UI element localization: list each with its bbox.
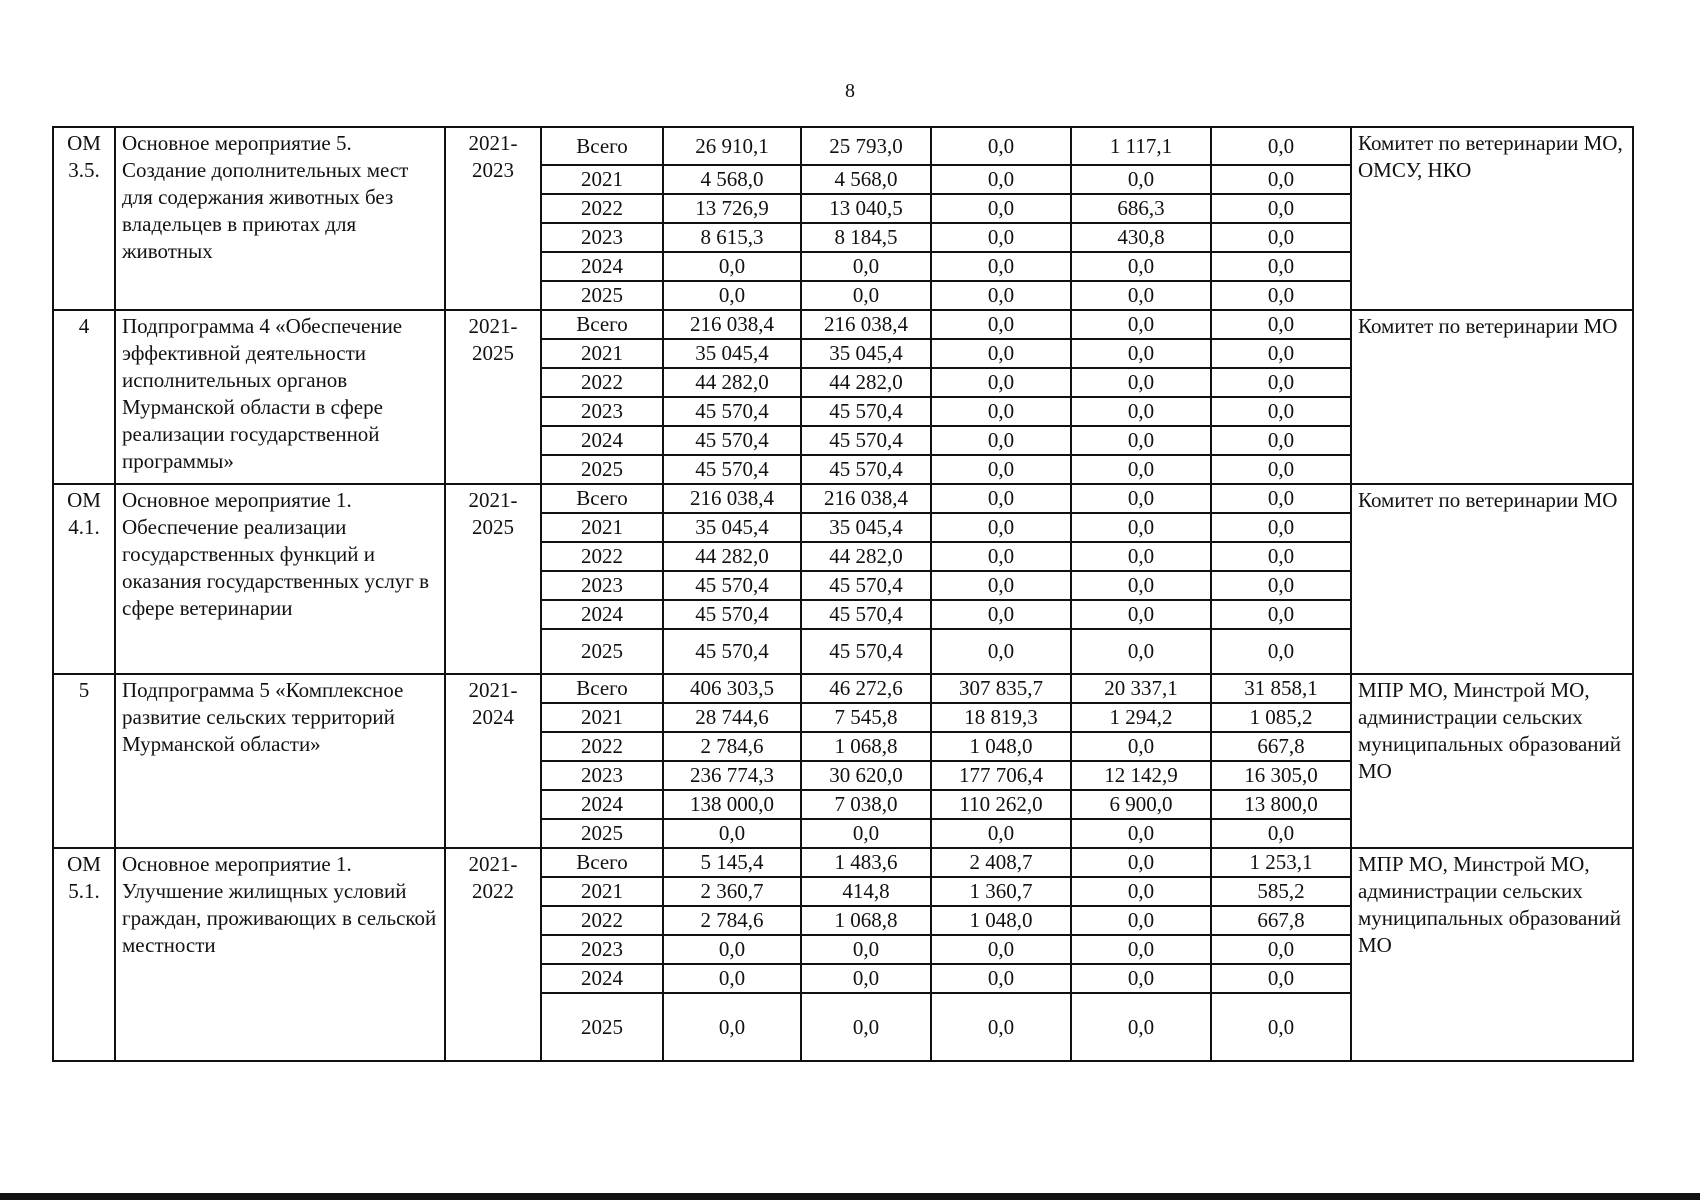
funding-value-cell: 8 615,3 — [663, 223, 801, 252]
table-row — [53, 674, 1633, 703]
funding-value-cell: 0,0 — [931, 542, 1071, 571]
year-cell: 2023 — [541, 571, 663, 600]
funding-value-cell: 0,0 — [1071, 484, 1211, 513]
funding-value-cell: 0,0 — [931, 165, 1071, 194]
funding-value-cell: 45 570,4 — [801, 397, 931, 426]
funding-value-cell: 0,0 — [1071, 964, 1211, 993]
funding-value-cell: 5 145,4 — [663, 848, 801, 877]
funding-value-cell: 1 085,2 — [1211, 703, 1351, 732]
funding-value-cell: 1 068,8 — [801, 906, 931, 935]
year-cell: 2022 — [541, 732, 663, 761]
year-cell: 2022 — [541, 906, 663, 935]
funding-value-cell: 0,0 — [931, 368, 1071, 397]
funding-value-cell: 414,8 — [801, 877, 931, 906]
year-cell: 2022 — [541, 542, 663, 571]
funding-value-cell: 0,0 — [801, 819, 931, 848]
funding-value-cell: 0,0 — [931, 127, 1071, 165]
funding-value-cell: 0,0 — [801, 281, 931, 310]
funding-value-cell: 0,0 — [931, 397, 1071, 426]
funding-value-cell: 0,0 — [1211, 455, 1351, 484]
table-row — [53, 848, 1633, 877]
year-cell: Всего — [541, 310, 663, 339]
funding-value-cell: 0,0 — [1071, 906, 1211, 935]
funding-value-cell: 1 253,1 — [1211, 848, 1351, 877]
funding-value-cell: 177 706,4 — [931, 761, 1071, 790]
funding-value-cell: 20 337,1 — [1071, 674, 1211, 703]
funding-value-cell: 0,0 — [1211, 310, 1351, 339]
funding-value-cell: 0,0 — [931, 281, 1071, 310]
section-name: Основное мероприятие 5. Создание дополнительных мест для содержания животных без владельцев в приютах для животных — [115, 127, 445, 310]
funding-value-cell: 25 793,0 — [801, 127, 931, 165]
funding-value-cell: 0,0 — [1071, 877, 1211, 906]
funding-value-cell: 0,0 — [931, 426, 1071, 455]
year-cell: 2024 — [541, 600, 663, 629]
funding-value-cell: 45 570,4 — [801, 571, 931, 600]
funding-value-cell: 0,0 — [1211, 194, 1351, 223]
funding-value-cell: 35 045,4 — [801, 513, 931, 542]
funding-value-cell: 0,0 — [931, 223, 1071, 252]
funding-value-cell: 0,0 — [931, 629, 1071, 674]
year-cell: 2025 — [541, 819, 663, 848]
funding-value-cell: 0,0 — [1211, 165, 1351, 194]
funding-value-cell: 44 282,0 — [801, 542, 931, 571]
funding-value-cell: 0,0 — [931, 993, 1071, 1061]
year-cell: 2024 — [541, 252, 663, 281]
funding-value-cell: 1 068,8 — [801, 732, 931, 761]
funding-value-cell: 406 303,5 — [663, 674, 801, 703]
funding-value-cell: 18 819,3 — [931, 703, 1071, 732]
funding-value-cell: 8 184,5 — [801, 223, 931, 252]
year-cell: Всего — [541, 484, 663, 513]
funding-value-cell: 7 545,8 — [801, 703, 931, 732]
year-cell: 2023 — [541, 761, 663, 790]
funding-value-cell: 0,0 — [1211, 368, 1351, 397]
table-body — [53, 127, 1633, 1061]
funding-value-cell: 16 305,0 — [1211, 761, 1351, 790]
funding-value-cell: 0,0 — [931, 484, 1071, 513]
funding-value-cell: 0,0 — [931, 600, 1071, 629]
funding-value-cell: 307 835,7 — [931, 674, 1071, 703]
section-code: ОМ 3.5. — [53, 127, 115, 310]
funding-value-cell: 0,0 — [1211, 426, 1351, 455]
funding-value-cell: 0,0 — [1211, 629, 1351, 674]
funding-value-cell: 0,0 — [1071, 281, 1211, 310]
section-code: ОМ 4.1. — [53, 484, 115, 674]
year-cell: 2023 — [541, 397, 663, 426]
funding-value-cell: 0,0 — [1211, 252, 1351, 281]
funding-value-cell: 216 038,4 — [663, 484, 801, 513]
funding-value-cell: 1 048,0 — [931, 906, 1071, 935]
funding-value-cell: 0,0 — [1071, 397, 1211, 426]
funding-value-cell: 12 142,9 — [1071, 761, 1211, 790]
year-cell: 2021 — [541, 703, 663, 732]
funding-value-cell: 45 570,4 — [663, 600, 801, 629]
funding-value-cell: 0,0 — [1211, 339, 1351, 368]
funding-value-cell: 45 570,4 — [801, 455, 931, 484]
funding-value-cell: 31 858,1 — [1211, 674, 1351, 703]
funding-value-cell: 2 784,6 — [663, 732, 801, 761]
funding-value-cell: 0,0 — [663, 281, 801, 310]
funding-value-cell: 216 038,4 — [801, 310, 931, 339]
section-name: Подпрограмма 5 «Комплексное развитие сельских территорий Мурманской области» — [115, 674, 445, 848]
funding-value-cell: 46 272,6 — [801, 674, 931, 703]
funding-value-cell: 45 570,4 — [663, 629, 801, 674]
funding-value-cell: 44 282,0 — [663, 368, 801, 397]
funding-value-cell: 13 726,9 — [663, 194, 801, 223]
funding-value-cell: 6 900,0 — [1071, 790, 1211, 819]
funding-value-cell: 0,0 — [931, 252, 1071, 281]
funding-value-cell: 0,0 — [1071, 935, 1211, 964]
funding-value-cell: 0,0 — [931, 194, 1071, 223]
funding-value-cell: 0,0 — [1071, 513, 1211, 542]
funding-value-cell: 13 040,5 — [801, 194, 931, 223]
funding-value-cell: 35 045,4 — [663, 513, 801, 542]
funding-value-cell: 667,8 — [1211, 906, 1351, 935]
funding-value-cell: 0,0 — [1211, 964, 1351, 993]
section-name: Подпрограмма 4 «Обеспечение эффективной деятельности исполнительных органов Мурманской области в сфере реализации государственной программы» — [115, 310, 445, 484]
year-cell: 2024 — [541, 964, 663, 993]
funding-value-cell: 0,0 — [1211, 542, 1351, 571]
funding-value-cell: 0,0 — [663, 993, 801, 1061]
section-executor: Комитет по ветеринарии МО, ОМСУ, НКО — [1351, 127, 1633, 310]
table-row — [53, 310, 1633, 339]
funding-value-cell: 0,0 — [1211, 281, 1351, 310]
funding-value-cell: 26 910,1 — [663, 127, 801, 165]
funding-value-cell: 0,0 — [1211, 397, 1351, 426]
funding-value-cell: 0,0 — [1211, 935, 1351, 964]
funding-value-cell: 0,0 — [801, 252, 931, 281]
funding-value-cell: 0,0 — [1211, 513, 1351, 542]
funding-value-cell: 0,0 — [663, 964, 801, 993]
funding-value-cell: 28 744,6 — [663, 703, 801, 732]
section-executor: Комитет по ветеринарии МО — [1351, 484, 1633, 674]
funding-value-cell: 0,0 — [1071, 542, 1211, 571]
funding-value-cell: 1 483,6 — [801, 848, 931, 877]
funding-value-cell: 216 038,4 — [663, 310, 801, 339]
funding-value-cell: 0,0 — [931, 455, 1071, 484]
funding-value-cell: 45 570,4 — [663, 571, 801, 600]
year-cell: Всего — [541, 674, 663, 703]
section-code: 4 — [53, 310, 115, 484]
section-period: 2021-2024 — [445, 674, 541, 848]
section-executor: МПР МО, Минстрой МО, администрации сельских муниципальных образований МО — [1351, 674, 1633, 848]
section-period: 2021-2022 — [445, 848, 541, 1061]
funding-value-cell: 0,0 — [931, 819, 1071, 848]
table-row — [53, 484, 1633, 513]
funding-value-cell: 667,8 — [1211, 732, 1351, 761]
scan-bottom-edge — [0, 1193, 1700, 1200]
funding-value-cell: 0,0 — [1211, 127, 1351, 165]
funding-value-cell: 44 282,0 — [663, 542, 801, 571]
section-executor: Комитет по ветеринарии МО — [1351, 310, 1633, 484]
funding-value-cell: 0,0 — [931, 310, 1071, 339]
funding-value-cell: 13 800,0 — [1211, 790, 1351, 819]
funding-value-cell: 0,0 — [931, 339, 1071, 368]
year-cell: 2025 — [541, 281, 663, 310]
program-funding-table — [52, 126, 1634, 1062]
funding-value-cell: 4 568,0 — [801, 165, 931, 194]
funding-value-cell: 0,0 — [663, 935, 801, 964]
funding-value-cell: 45 570,4 — [663, 426, 801, 455]
funding-value-cell: 45 570,4 — [663, 455, 801, 484]
funding-value-cell: 4 568,0 — [663, 165, 801, 194]
funding-value-cell: 0,0 — [931, 935, 1071, 964]
funding-value-cell: 0,0 — [801, 993, 931, 1061]
year-cell: Всего — [541, 848, 663, 877]
table-row — [53, 127, 1633, 165]
funding-value-cell: 0,0 — [1211, 571, 1351, 600]
funding-value-cell: 0,0 — [1211, 223, 1351, 252]
year-cell: 2024 — [541, 426, 663, 455]
funding-value-cell: 2 360,7 — [663, 877, 801, 906]
year-cell: 2021 — [541, 513, 663, 542]
funding-value-cell: 0,0 — [931, 571, 1071, 600]
funding-value-cell: 1 048,0 — [931, 732, 1071, 761]
year-cell: 2021 — [541, 877, 663, 906]
section-period: 2021-2023 — [445, 127, 541, 310]
funding-value-cell: 2 784,6 — [663, 906, 801, 935]
funding-value-cell: 236 774,3 — [663, 761, 801, 790]
funding-value-cell: 0,0 — [1071, 819, 1211, 848]
funding-value-cell: 686,3 — [1071, 194, 1211, 223]
funding-value-cell: 45 570,4 — [801, 426, 931, 455]
funding-value-cell: 2 408,7 — [931, 848, 1071, 877]
funding-value-cell: 0,0 — [1071, 571, 1211, 600]
funding-value-cell: 585,2 — [1211, 877, 1351, 906]
section-code: 5 — [53, 674, 115, 848]
funding-value-cell: 430,8 — [1071, 223, 1211, 252]
year-cell: 2023 — [541, 223, 663, 252]
section-name: Основное мероприятие 1. Обеспечение реализации государственных функций и оказания государственных услуг в сфере ветеринарии — [115, 484, 445, 674]
section-period: 2021-2025 — [445, 484, 541, 674]
funding-value-cell: 0,0 — [1071, 600, 1211, 629]
funding-value-cell: 45 570,4 — [801, 629, 931, 674]
funding-value-cell: 45 570,4 — [663, 397, 801, 426]
page-number: 8 — [845, 80, 855, 102]
section-executor: МПР МО, Минстрой МО, администрации сельских муниципальных образований МО — [1351, 848, 1633, 1061]
funding-value-cell: 0,0 — [1211, 600, 1351, 629]
funding-value-cell: 0,0 — [1211, 484, 1351, 513]
funding-value-cell: 0,0 — [1071, 848, 1211, 877]
year-cell: 2023 — [541, 935, 663, 964]
funding-value-cell: 1 117,1 — [1071, 127, 1211, 165]
funding-value-cell: 0,0 — [1211, 819, 1351, 848]
funding-value-cell: 0,0 — [1071, 426, 1211, 455]
funding-value-cell: 1 294,2 — [1071, 703, 1211, 732]
funding-value-cell: 0,0 — [663, 819, 801, 848]
funding-value-cell: 216 038,4 — [801, 484, 931, 513]
year-cell: 2022 — [541, 368, 663, 397]
funding-value-cell: 0,0 — [1071, 339, 1211, 368]
year-cell: 2021 — [541, 339, 663, 368]
funding-value-cell: 0,0 — [1071, 310, 1211, 339]
funding-value-cell: 7 038,0 — [801, 790, 931, 819]
funding-value-cell: 0,0 — [801, 935, 931, 964]
year-cell: 2024 — [541, 790, 663, 819]
funding-value-cell: 110 262,0 — [931, 790, 1071, 819]
year-cell: 2021 — [541, 165, 663, 194]
funding-value-cell: 0,0 — [1071, 455, 1211, 484]
funding-value-cell: 0,0 — [1071, 629, 1211, 674]
section-period: 2021-2025 — [445, 310, 541, 484]
funding-value-cell: 138 000,0 — [663, 790, 801, 819]
funding-value-cell: 0,0 — [1071, 165, 1211, 194]
funding-value-cell: 0,0 — [1071, 252, 1211, 281]
funding-value-cell: 35 045,4 — [801, 339, 931, 368]
funding-value-cell: 0,0 — [801, 964, 931, 993]
funding-value-cell: 35 045,4 — [663, 339, 801, 368]
funding-value-cell: 45 570,4 — [801, 600, 931, 629]
year-cell: 2025 — [541, 455, 663, 484]
funding-value-cell: 44 282,0 — [801, 368, 931, 397]
year-cell: 2025 — [541, 629, 663, 674]
year-cell: Всего — [541, 127, 663, 165]
funding-value-cell: 1 360,7 — [931, 877, 1071, 906]
funding-value-cell: 30 620,0 — [801, 761, 931, 790]
funding-value-cell: 0,0 — [1071, 732, 1211, 761]
funding-value-cell: 0,0 — [931, 513, 1071, 542]
funding-value-cell: 0,0 — [1211, 993, 1351, 1061]
funding-value-cell: 0,0 — [1071, 368, 1211, 397]
funding-value-cell: 0,0 — [1071, 993, 1211, 1061]
section-name: Основное мероприятие 1. Улучшение жилищных условий граждан, проживающих в сельской местности — [115, 848, 445, 1061]
funding-value-cell: 0,0 — [931, 964, 1071, 993]
section-code: ОМ 5.1. — [53, 848, 115, 1061]
year-cell: 2025 — [541, 993, 663, 1061]
year-cell: 2022 — [541, 194, 663, 223]
funding-value-cell: 0,0 — [663, 252, 801, 281]
